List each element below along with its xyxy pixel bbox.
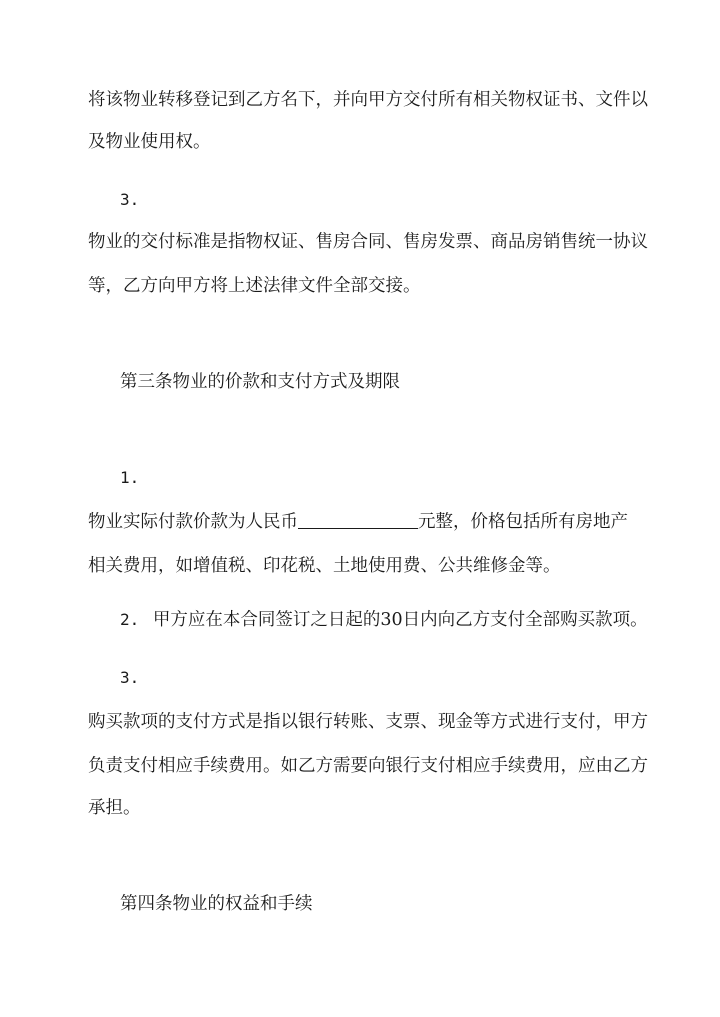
section-heading: 第三条物业的价款和支付方式及期限 (120, 372, 400, 392)
paragraph-line: 及物业使用权。 (88, 132, 211, 152)
item-number: 2. (120, 610, 140, 629)
item-number: 3. (120, 190, 140, 209)
paragraph-line: 等，乙方向甲方将上述法律文件全部交接。 (88, 276, 421, 296)
paragraph-line: 购买款项的支付方式是指以银行转账、支票、现金等方式进行支付，甲方 (88, 712, 648, 732)
list-item (120, 608, 648, 632)
paragraph-line (88, 510, 628, 534)
amount-blank (298, 512, 418, 529)
item-number: 1. (120, 468, 140, 487)
item-number: 3. (120, 668, 140, 687)
paragraph-line: 相关费用，如增值税、印花税、土地使用费、公共维修金等。 (88, 556, 561, 576)
text-segment: 元整，价格包括所有房地产 (418, 512, 628, 532)
paragraph-line: 将该物业转移登记到乙方名下，并向甲方交付所有相关物权证书、文件以 (88, 90, 648, 110)
paragraph-line: 承担。 (88, 798, 141, 818)
item-text: 甲方应在本合同签订之日起的30日内向乙方支付全部购买款项。 (152, 610, 648, 630)
paragraph-line: 负责支付相应手续费用。如乙方需要向银行支付相应手续费用，应由乙方 (88, 756, 648, 776)
text-segment: 物业实际付款价款为人民币 (88, 512, 298, 532)
paragraph-line: 物业的交付标准是指物权证、售房合同、售房发票、商品房销售统一协议 (88, 232, 648, 252)
section-heading: 第四条物业的权益和手续 (120, 894, 313, 914)
